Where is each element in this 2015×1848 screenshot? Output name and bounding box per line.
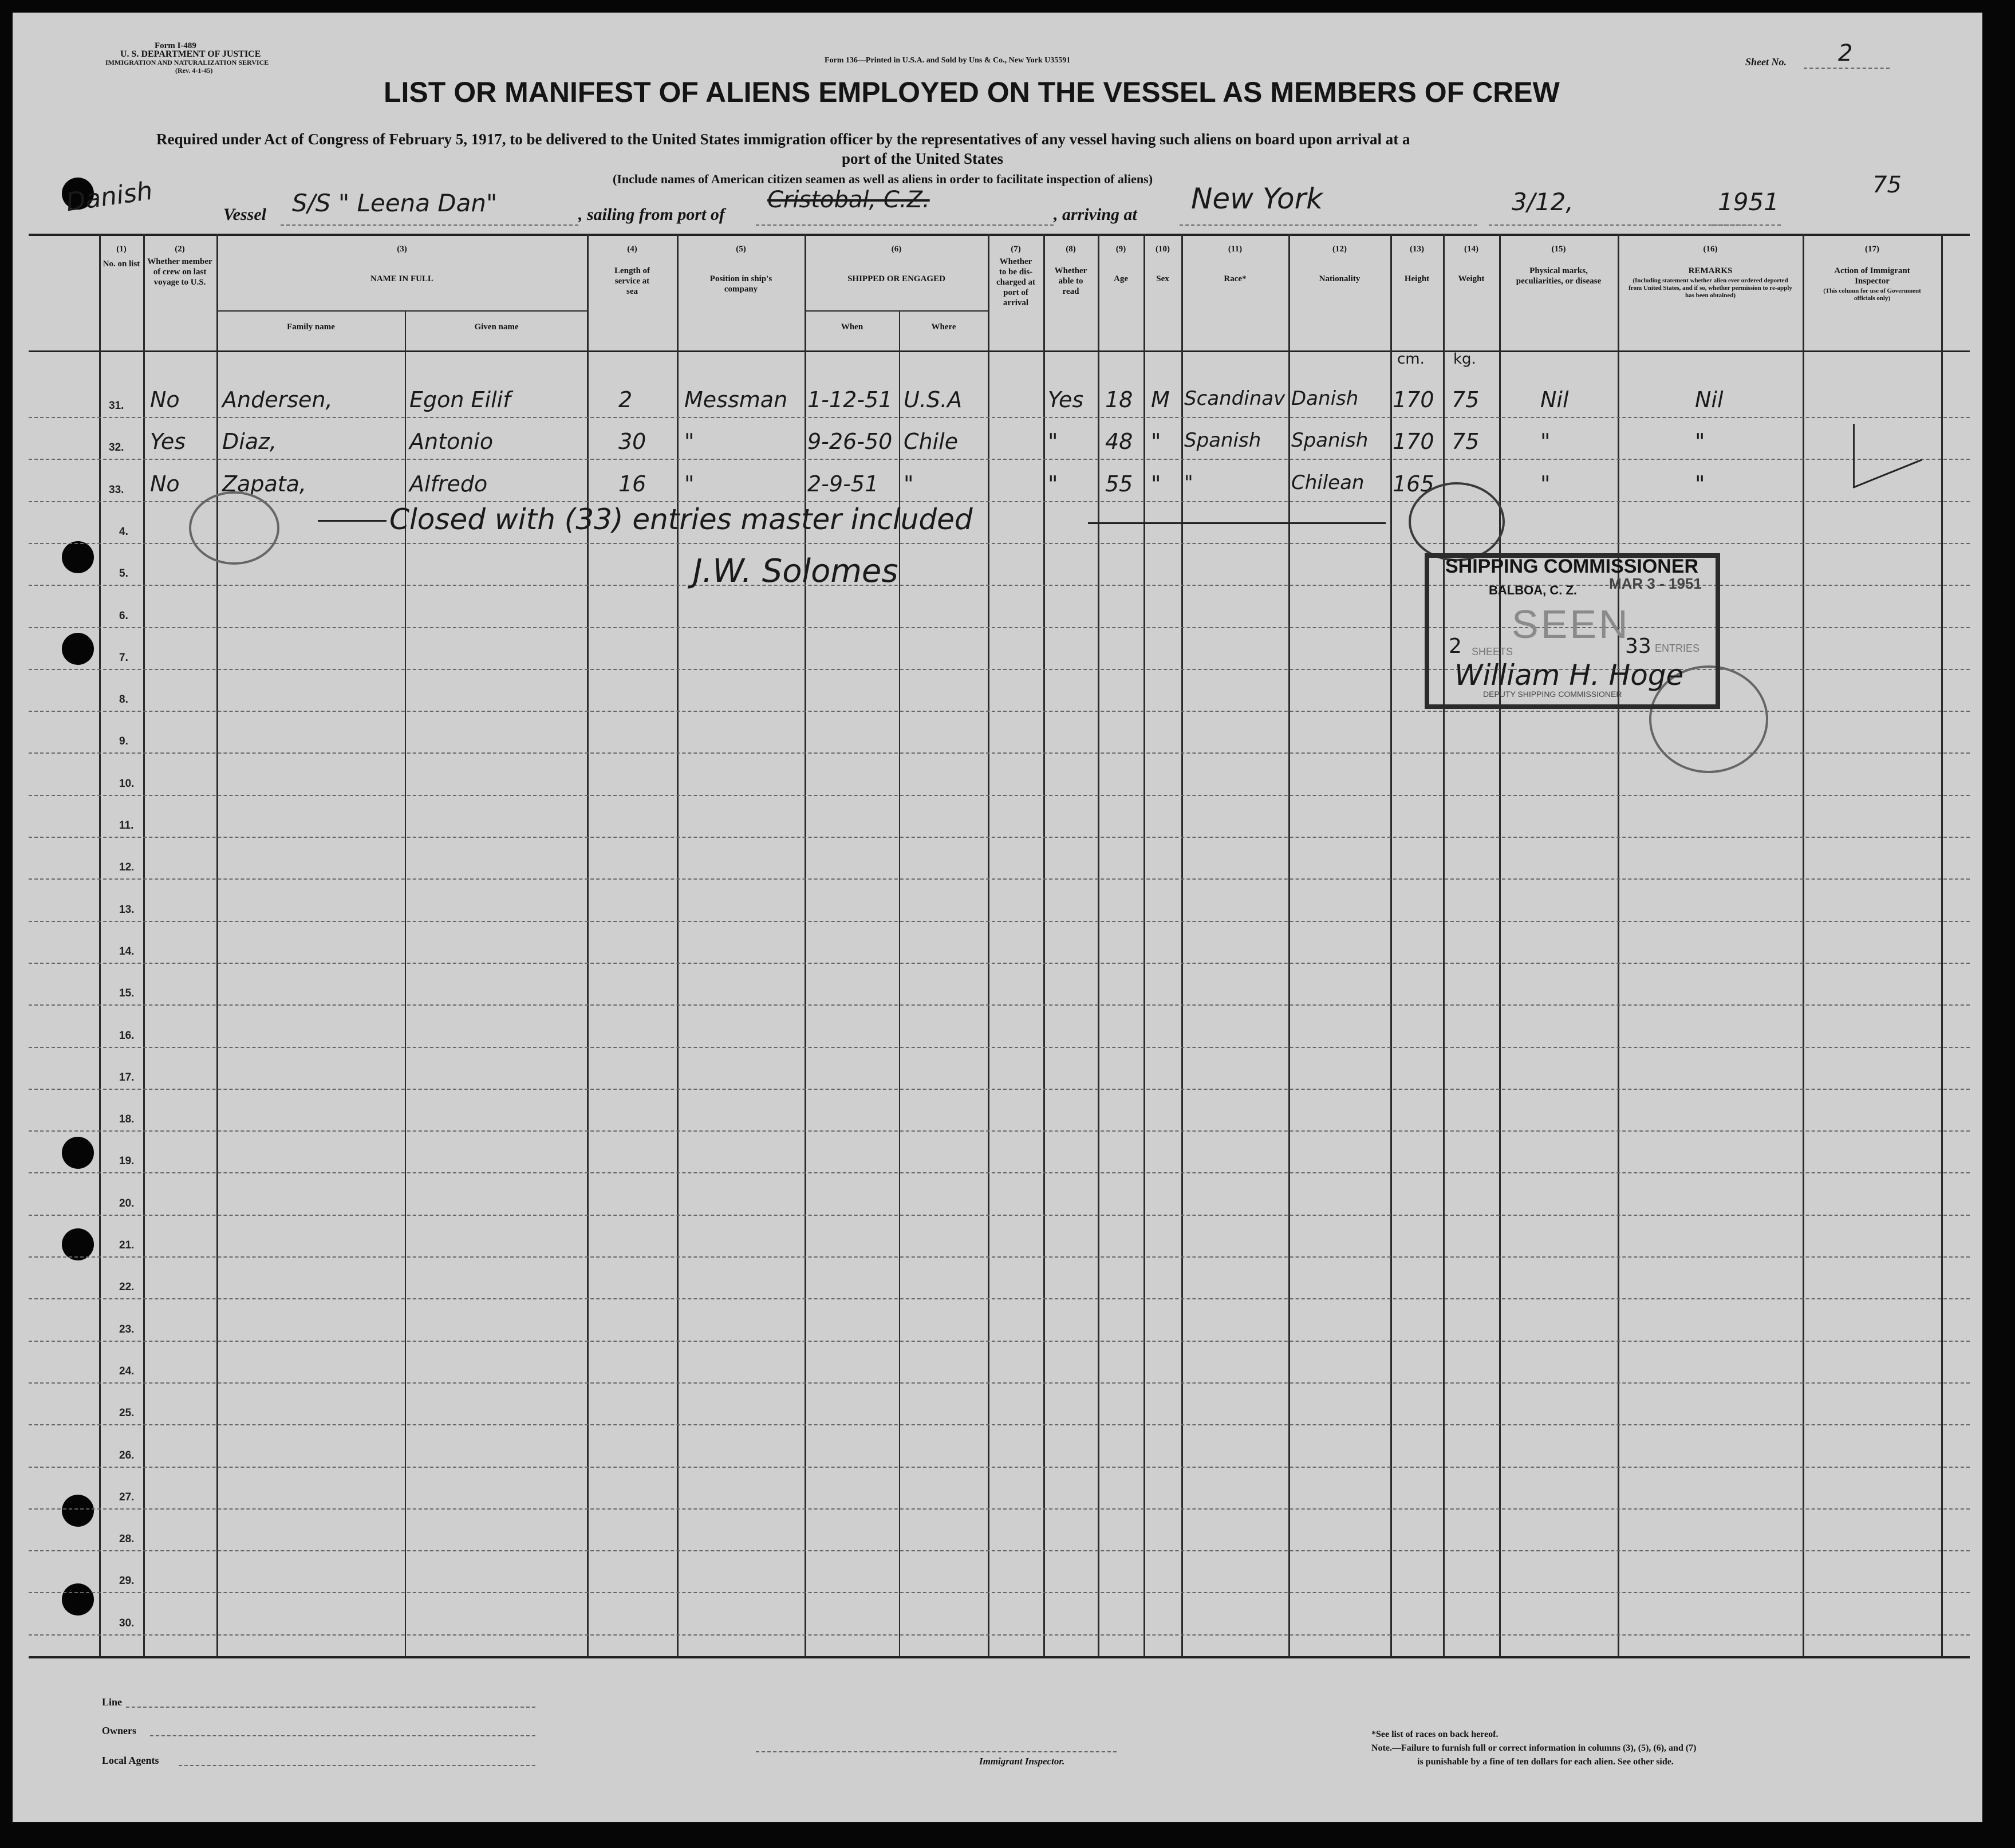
row-rule: [29, 963, 1970, 964]
row-rule: [29, 459, 1970, 460]
annotation-left: Danish: [64, 176, 155, 218]
height-unit: cm.: [1397, 350, 1425, 368]
row-rule: [29, 1089, 1970, 1090]
nationality: Chilean: [1291, 471, 1365, 494]
where-header: Where: [931, 322, 956, 332]
row-number: 21.: [119, 1239, 135, 1251]
ship-position: ": [684, 471, 695, 497]
row-number: 15.: [119, 987, 135, 999]
sheet-number: 2: [1838, 40, 1853, 66]
remarks: Nil: [1695, 387, 1724, 412]
sailing-port: Cristobal, C.Z.: [767, 187, 930, 213]
sex: ": [1151, 471, 1161, 497]
service-length: 16: [618, 471, 646, 497]
col-rule: [988, 234, 989, 1656]
col-rule: [677, 234, 679, 1656]
race: ": [1184, 471, 1193, 494]
stamp-place: BALBOA, C. Z.: [1489, 583, 1577, 597]
row-rule: [29, 795, 1970, 796]
row-rule: [29, 1215, 1970, 1216]
row-number: 26.: [119, 1449, 135, 1461]
row-number: 10.: [119, 778, 135, 790]
printer-line: Form 136—Printed in U.S.A. and Sold by Uns & Co., New York U35591: [825, 56, 1071, 65]
stamp-title: SHIPPING COMMISSIONER: [1445, 555, 1699, 577]
punch-hole: [62, 1495, 94, 1527]
given-name-header: Given name: [474, 322, 519, 332]
row-rule: [29, 1130, 1970, 1132]
height: 165: [1393, 471, 1434, 497]
sheet-no-line: [1804, 68, 1890, 69]
closing-dash-right: [1088, 522, 1386, 524]
remarks: ": [1695, 471, 1705, 497]
height: 170: [1393, 429, 1434, 454]
col-rule: [1043, 234, 1045, 1656]
punch-hole: [62, 1583, 94, 1615]
stamp-entries-label: ENTRIES: [1655, 643, 1700, 654]
closing-signature: J.W. Solomes: [693, 553, 898, 590]
footer-agents-field: [179, 1765, 535, 1766]
row-rule: [29, 1424, 1970, 1425]
row-number: 9.: [119, 735, 128, 747]
inspector-label: Immigrant Inspector.: [979, 1756, 1065, 1767]
weight: 75: [1452, 429, 1480, 454]
vessel-name: S/S " Leena Dan": [292, 189, 498, 217]
footer-note-1: *See list of races on back hereof.: [1371, 1729, 1499, 1739]
able-to-read: ": [1048, 471, 1058, 497]
closing-dash-left: [318, 520, 387, 522]
row-number: 16.: [119, 1030, 135, 1042]
table-head-rule: [29, 350, 1970, 352]
family-name: Zapata,: [222, 471, 306, 497]
page-mark: 75: [1872, 172, 1902, 198]
col-rule: [1288, 234, 1290, 1656]
arriving-port: New York: [1191, 182, 1323, 215]
subtitle-2: port of the United States: [842, 150, 1003, 167]
row-rule: [29, 1634, 1970, 1636]
vessel-label: Vessel: [223, 205, 266, 224]
row-number: 11.: [119, 819, 134, 832]
stamp-signature: William H. Hoge: [1454, 659, 1684, 692]
row-number: 12.: [119, 861, 135, 873]
row-rule: [29, 501, 1970, 502]
engaged-when: 9-26-50: [807, 429, 893, 454]
year-line: [1712, 224, 1781, 226]
member-last-voyage: No: [150, 471, 180, 497]
col-rule: [99, 234, 101, 1656]
weight-unit: kg.: [1453, 350, 1476, 368]
col-7-header: (7) Whether to be dis-charged at port of arrival: [996, 245, 1035, 308]
col-rule: [1143, 234, 1145, 1656]
row-number: 27.: [119, 1491, 135, 1503]
row-rule: [29, 1550, 1970, 1551]
stamp-sheets-label: SHEETS: [1472, 646, 1513, 657]
row-rule: [29, 1298, 1970, 1299]
row-number: 6.: [119, 610, 128, 622]
able-to-read: Yes: [1048, 387, 1084, 412]
when-header: When: [841, 322, 863, 332]
col-1-header: (1) No. on list: [102, 245, 140, 269]
family-name: Andersen,: [222, 387, 333, 412]
service-length: 30: [618, 429, 646, 454]
col-rule: [1941, 234, 1943, 1656]
nationality: Danish: [1291, 387, 1359, 410]
age: 55: [1105, 471, 1133, 497]
remarks: ": [1695, 429, 1705, 454]
col-rule: [1443, 234, 1445, 1656]
footer-note-2: Note.—Failure to furnish full or correct information in columns (3), (5), (6), and (7): [1371, 1743, 1697, 1753]
row-number: 19.: [119, 1155, 135, 1167]
col-6-header: (6) SHIPPED OR ENGAGED: [847, 245, 945, 283]
race: Spanish: [1184, 429, 1261, 452]
col-2-header: (2) Whether member of crew on last voyage to U.S.: [147, 245, 212, 287]
row-rule: [29, 921, 1970, 922]
ship-position: ": [684, 429, 695, 454]
row-rule: [29, 1256, 1970, 1258]
row-rule: [29, 878, 1970, 880]
sheet-label: Sheet No.: [1745, 56, 1787, 68]
engaged-when: 2-9-51: [807, 471, 879, 497]
sex: M: [1151, 387, 1170, 412]
col-10-header: (10) Sex: [1156, 245, 1170, 283]
service-length: 2: [618, 387, 633, 412]
col-rule: [805, 234, 806, 1656]
stamp-seen: SEEN: [1512, 602, 1630, 647]
engaged-when: 1-12-51: [807, 387, 893, 412]
row-number: 14.: [119, 945, 135, 958]
col-rule: [1803, 234, 1804, 1656]
row-number: 8.: [119, 694, 128, 706]
arrival-year: 1951: [1718, 188, 1779, 216]
col-3-header: (3) NAME IN FULL: [370, 245, 433, 283]
punch-hole: [62, 1137, 94, 1169]
arriving-line: [1180, 224, 1477, 226]
col-rule: [143, 234, 145, 1656]
given-name: Alfredo: [409, 471, 488, 497]
form-id: Form I-489: [155, 41, 196, 50]
row-number: 17.: [119, 1071, 135, 1083]
row-rule: [29, 1004, 1970, 1006]
name-sub-rule: [218, 310, 587, 312]
engaged-where: U.S.A: [904, 387, 963, 412]
footer-note-3: is punishable by a fine of ten dollars for each alien. See other side.: [1417, 1757, 1674, 1767]
physical-marks: ": [1540, 471, 1551, 497]
closing-note: Closed with (33) entries master included: [389, 503, 973, 536]
row-number: 33.: [109, 484, 124, 496]
sex: ": [1151, 429, 1161, 454]
canal-zone-seal: [189, 491, 279, 565]
col-15-header: (15) Physical marks, peculiarities, or disease: [1516, 245, 1602, 286]
footer-line-field: [126, 1707, 535, 1708]
row-rule: [29, 417, 1970, 418]
row-rule: [29, 837, 1970, 838]
row-number: 5.: [119, 568, 128, 580]
stamp-entries-value: 33: [1625, 635, 1651, 658]
engaged-where: ": [904, 471, 914, 497]
row-rule: [29, 543, 1970, 544]
row-number: 20.: [119, 1197, 135, 1209]
row-number: 25.: [119, 1407, 135, 1419]
nationality: Spanish: [1291, 429, 1369, 452]
age: 48: [1105, 429, 1133, 454]
table-top-rule: [29, 234, 1970, 236]
vessel-line: [281, 224, 578, 226]
col-16-header: (16) REMARKS (Including statement whether alien ever ordered deported from United States, and if so, whether permission to re-apply has been obtained): [1628, 245, 1792, 299]
col-rule: [1618, 234, 1619, 1656]
canal-zone-seal: [1409, 482, 1505, 561]
table-bottom-rule: [29, 1656, 1970, 1658]
row-rule: [29, 1172, 1970, 1173]
engaged-where: Chile: [904, 429, 959, 454]
col-rule: [1390, 234, 1392, 1656]
height: 170: [1393, 387, 1434, 412]
row-number: 24.: [119, 1365, 135, 1377]
col-rule: [1499, 234, 1501, 1656]
agency-line-2: IMMIGRATION AND NATURALIZATION SERVICE: [105, 58, 269, 66]
col-17-header: (17) Action of Immigrant Inspector (This column for use of Government officials only): [1823, 245, 1921, 302]
col-rule: [1181, 234, 1183, 1656]
row-rule: [29, 1592, 1970, 1593]
arriving-label: , arriving at: [1054, 205, 1137, 224]
row-number: 29.: [119, 1575, 135, 1587]
col-13-header: (13) Height: [1404, 245, 1430, 283]
family-name-header: Family name: [287, 322, 335, 332]
sailing-label: , sailing from port of: [578, 205, 725, 224]
row-number: 32.: [109, 442, 124, 454]
footer-line-label: Line: [102, 1696, 123, 1708]
row-number: 22.: [119, 1281, 135, 1293]
inspector-signature-line: [756, 1751, 1117, 1752]
ship-position: Messman: [684, 387, 788, 412]
row-rule: [29, 1341, 1970, 1342]
footer-agents-label: Local Agents: [102, 1755, 159, 1766]
row-number: 7.: [119, 652, 128, 664]
col-4-header: (4) Length of service at sea: [614, 245, 650, 296]
col-9-header: (9) Age: [1114, 245, 1128, 283]
row-rule: [29, 1467, 1970, 1468]
page-title: LIST OR MANIFEST OF ALIENS EMPLOYED ON THE VESSEL AS MEMBERS OF CREW: [384, 76, 1560, 108]
row-rule: [29, 1508, 1970, 1510]
row-number: 30.: [119, 1617, 135, 1629]
subtitle-3: (Include names of American citizen seamen as well as aliens in order to facilitate inspection of aliens): [613, 172, 1153, 186]
age: 18: [1105, 387, 1133, 412]
footer-owners-label: Owners: [102, 1725, 136, 1736]
row-number: 28.: [119, 1533, 135, 1545]
agency-line-1: U. S. DEPARTMENT OF JUSTICE: [120, 49, 261, 59]
member-last-voyage: Yes: [150, 429, 186, 454]
member-last-voyage: No: [150, 387, 180, 412]
row-number: 31.: [109, 400, 124, 412]
footer-owners-field: [150, 1735, 535, 1736]
row-rule: [29, 1047, 1970, 1048]
col-11-header: (11) Race*: [1224, 245, 1247, 283]
given-name: Egon Eilif: [409, 387, 511, 412]
family-name: Diaz,: [222, 429, 277, 454]
inspector-check-mark: [1853, 424, 1855, 487]
race: Scandinav: [1184, 387, 1286, 410]
row-number: 13.: [119, 904, 135, 916]
subtitle-1: Required under Act of Congress of February 5, 1917, to be delivered to the United States immigration officer by the representatives of any vessel having such aliens on board upon arrival at a: [156, 131, 1410, 148]
col-5-header: (5) Position in ship's company: [709, 245, 772, 294]
col-12-header: (12) Nationality: [1319, 245, 1361, 283]
col-rule: [1098, 234, 1099, 1656]
row-number: 23.: [119, 1323, 135, 1335]
col-rule: [216, 234, 218, 1656]
stamp-sheets-value: 2: [1449, 635, 1462, 658]
physical-marks: ": [1540, 429, 1551, 454]
punch-hole: [62, 541, 94, 573]
agency-line-3: (Rev. 4-1-45): [175, 66, 213, 74]
shipped-sub-rule: [805, 310, 988, 312]
row-rule: [29, 1382, 1970, 1384]
arrival-date: 3/12,: [1512, 188, 1574, 216]
col-14-header: (14) Weight: [1458, 245, 1485, 283]
punch-hole: [62, 1228, 94, 1260]
able-to-read: ": [1048, 429, 1058, 454]
physical-marks: Nil: [1540, 387, 1569, 412]
row-number: 4.: [119, 526, 128, 538]
sailing-line: [756, 224, 1054, 226]
stamp-footer: DEPUTY SHIPPING COMMISSIONER: [1483, 689, 1622, 699]
given-name: Antonio: [409, 429, 494, 454]
col-8-header: (8) Whether able to read: [1054, 245, 1087, 296]
stamp-date: MAR 3 - 1951: [1609, 575, 1702, 592]
weight: 75: [1452, 387, 1480, 412]
col-rule: [587, 234, 589, 1656]
punch-hole: [62, 633, 94, 665]
row-number: 18.: [119, 1113, 135, 1125]
